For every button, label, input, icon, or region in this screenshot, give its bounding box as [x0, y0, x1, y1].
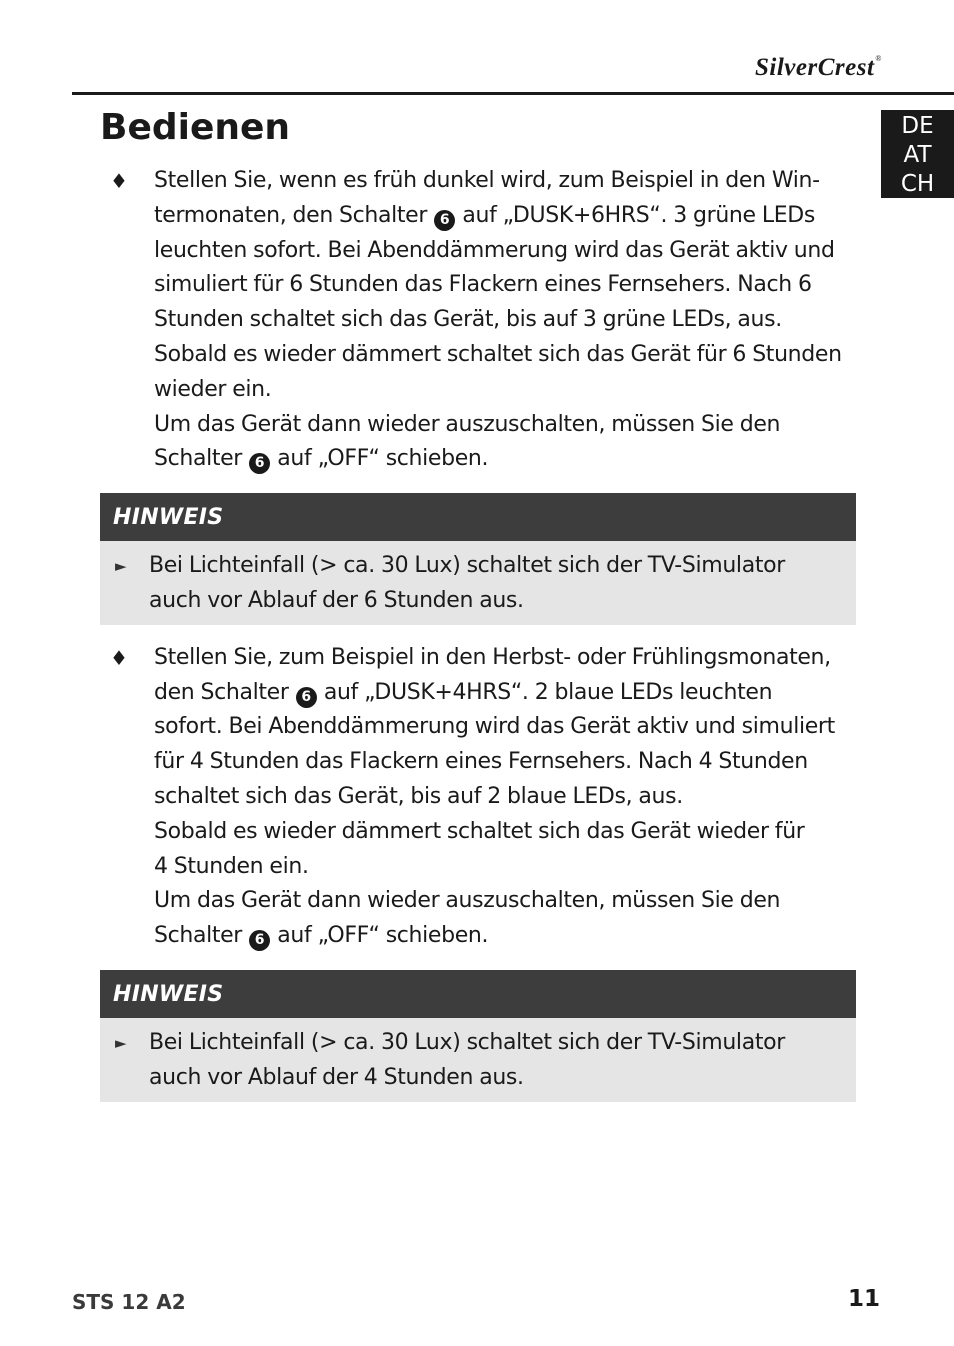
instruction-line: den Schalter 6 auf „DUSK+4HRS“. 2 blaue LEDs leuchten — [154, 676, 856, 711]
instruction-line: wieder ein. — [154, 376, 272, 402]
instruction-line: Um das Gerät dann wieder auszuschalten, müssen Sie den — [154, 411, 781, 437]
arrow-right-icon: ► — [115, 557, 127, 576]
circled-number-6-icon: 6 — [434, 210, 455, 231]
instruction-line: Stellen Sie, wenn es früh dunkel wird, zum Beispiel in den Win- — [154, 168, 820, 193]
instruction-line: schaltet sich das Gerät, bis auf 2 blaue LEDs, aus. — [154, 783, 683, 809]
main-content — [100, 164, 856, 1118]
instruction-line: Schalter 6 auf „OFF“ schieben. — [154, 442, 856, 477]
header-rule — [72, 92, 954, 95]
note-box — [100, 493, 856, 625]
circled-number-6-icon: 6 — [249, 930, 270, 951]
diamond-icon: ♦ — [110, 169, 128, 193]
language-de: DE — [901, 113, 934, 139]
note-line: Bei Lichteinfall (> ca. 30 Lux) schaltet sich der TV-Simulator — [149, 1029, 785, 1055]
instruction-line: 4 Stunden ein. — [154, 853, 309, 879]
circled-number-6-icon: 6 — [296, 687, 317, 708]
note-box — [100, 970, 856, 1102]
note-heading: HINWEIS — [100, 493, 856, 541]
diamond-icon: ♦ — [110, 645, 128, 670]
note-heading: HINWEIS — [100, 970, 856, 1018]
note-line: auch vor Ablauf der 4 Stunden aus. — [149, 1064, 524, 1090]
note-line: auch vor Ablauf der 6 Stunden aus. — [149, 587, 524, 613]
language-tab — [881, 110, 954, 198]
instruction-line: Um das Gerät dann wieder auszuschalten, müssen Sie den — [154, 888, 781, 914]
circled-number-6-icon: 6 — [249, 453, 270, 474]
instruction-line: für 4 Stunden das Flackern eines Fernsehers. Nach 4 Stunden — [154, 749, 808, 775]
note-body — [100, 1018, 856, 1102]
note-body — [100, 541, 856, 625]
instruction-line: sofort. Bei Abenddämmerung wird das Gerät aktiv und simuliert — [154, 714, 835, 740]
page-number: 11 — [847, 1286, 880, 1312]
instruction-line: leuchten sofort. Bei Abenddämmerung wird das Gerät aktiv und — [154, 237, 835, 263]
arrow-right-icon: ► — [115, 1033, 127, 1052]
instruction-line: Stellen Sie, zum Beispiel in den Herbst- oder Frühlingsmonaten, — [154, 644, 831, 670]
instruction-line: simuliert für 6 Stunden das Flackern eines Fernsehers. Nach 6 — [154, 272, 812, 298]
instruction-line: Sobald es wieder dämmert schaltet sich das Gerät für 6 Stunden — [154, 341, 842, 367]
language-ch: CH — [900, 171, 935, 197]
page-title: Bedienen — [100, 107, 291, 148]
footer-model: STS 12 A2 — [72, 1290, 186, 1314]
note-line: Bei Lichteinfall (> ca. 30 Lux) schaltet sich der TV-Simulator — [149, 553, 785, 579]
instruction-line: Stunden schaltet sich das Gerät, bis auf 3 grüne LEDs, aus. — [154, 307, 782, 333]
instruction-line: Sobald es wieder dämmert schaltet sich das Gerät wieder für — [154, 818, 805, 844]
instruction-line: termonaten, den Schalter 6 auf „DUSK+6HRS“. 3 grüne LEDs — [154, 199, 856, 234]
instruction-bullet — [100, 164, 856, 477]
language-at: AT — [903, 142, 932, 168]
brand-logo: SilverCrest® — [755, 54, 882, 81]
instruction-line: Schalter 6 auf „OFF“ schieben. — [154, 919, 856, 954]
instruction-bullet — [100, 641, 856, 954]
